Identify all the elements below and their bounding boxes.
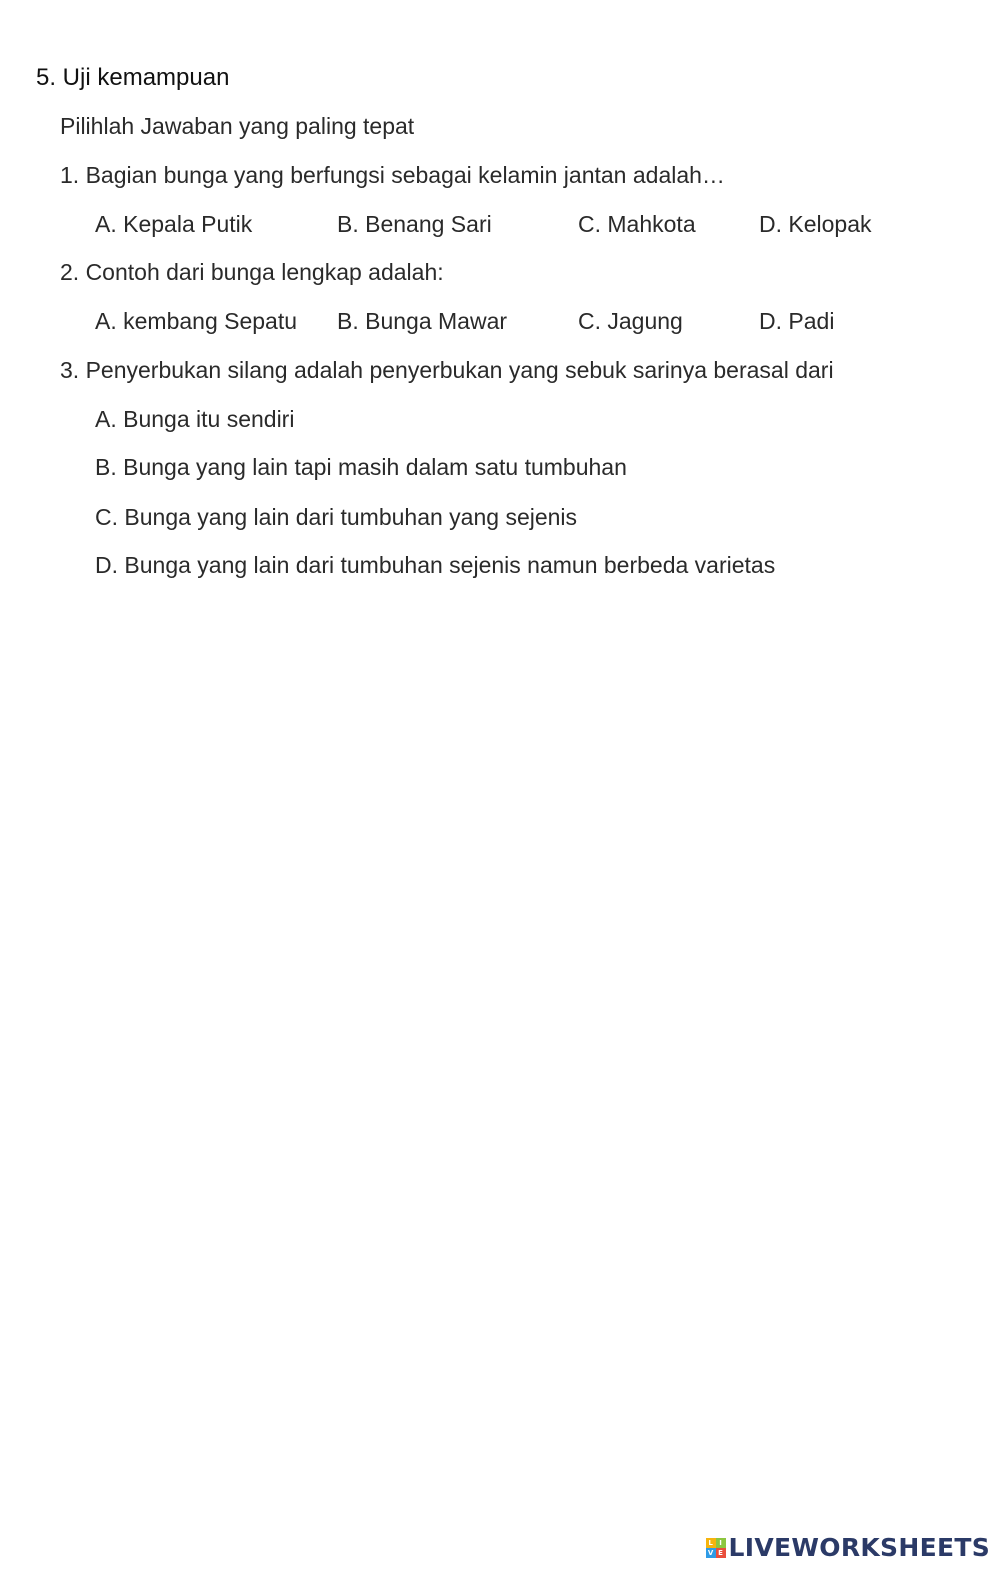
- logo-icon-tile-i: I: [716, 1538, 726, 1548]
- liveworksheets-logo-text: LIVEWORKSHEETS: [728, 1533, 990, 1562]
- question-2-option-b[interactable]: B. Bunga Mawar: [337, 308, 508, 334]
- question-1-option-b[interactable]: B. Benang Sari: [337, 211, 492, 237]
- question-3-option-a[interactable]: A. Bunga itu sendiri: [95, 406, 295, 432]
- question-2-option-c[interactable]: C. Jagung: [578, 308, 683, 334]
- question-2-text: 2. Contoh dari bunga lengkap adalah:: [60, 259, 444, 285]
- instruction-text: Pilihlah Jawaban yang paling tepat: [60, 113, 415, 139]
- question-1-option-d[interactable]: D. Kelopak: [759, 211, 872, 237]
- question-3-text: 3. Penyerbukan silang adalah penyerbukan yang sebuk sarinya berasal dari: [60, 357, 834, 383]
- liveworksheets-logo-icon: [706, 1538, 726, 1558]
- question-3-option-c[interactable]: C. Bunga yang lain dari tumbuhan yang sejenis: [95, 504, 578, 530]
- question-3-option-b[interactable]: B. Bunga yang lain tapi masih dalam satu tumbuhan: [95, 454, 627, 480]
- question-1-text: 1. Bagian bunga yang berfungsi sebagai kelamin jantan adalah…: [60, 162, 725, 188]
- section-title: 5. Uji kemampuan: [36, 64, 230, 91]
- question-1-option-a[interactable]: A. Kepala Putik: [95, 211, 253, 237]
- logo-icon-tile-v: V: [706, 1548, 716, 1558]
- question-2-option-a[interactable]: A. kembang Sepatu: [95, 308, 298, 334]
- question-2-option-d[interactable]: D. Padi: [759, 308, 835, 334]
- logo-icon-tile-l: L: [706, 1538, 716, 1548]
- question-1-option-c[interactable]: C. Mahkota: [578, 211, 696, 237]
- logo-icon-tile-e: E: [716, 1548, 726, 1558]
- liveworksheets-logo: [706, 1534, 990, 1562]
- question-3-option-d[interactable]: D. Bunga yang lain dari tumbuhan sejenis namun berbeda varietas: [95, 552, 776, 578]
